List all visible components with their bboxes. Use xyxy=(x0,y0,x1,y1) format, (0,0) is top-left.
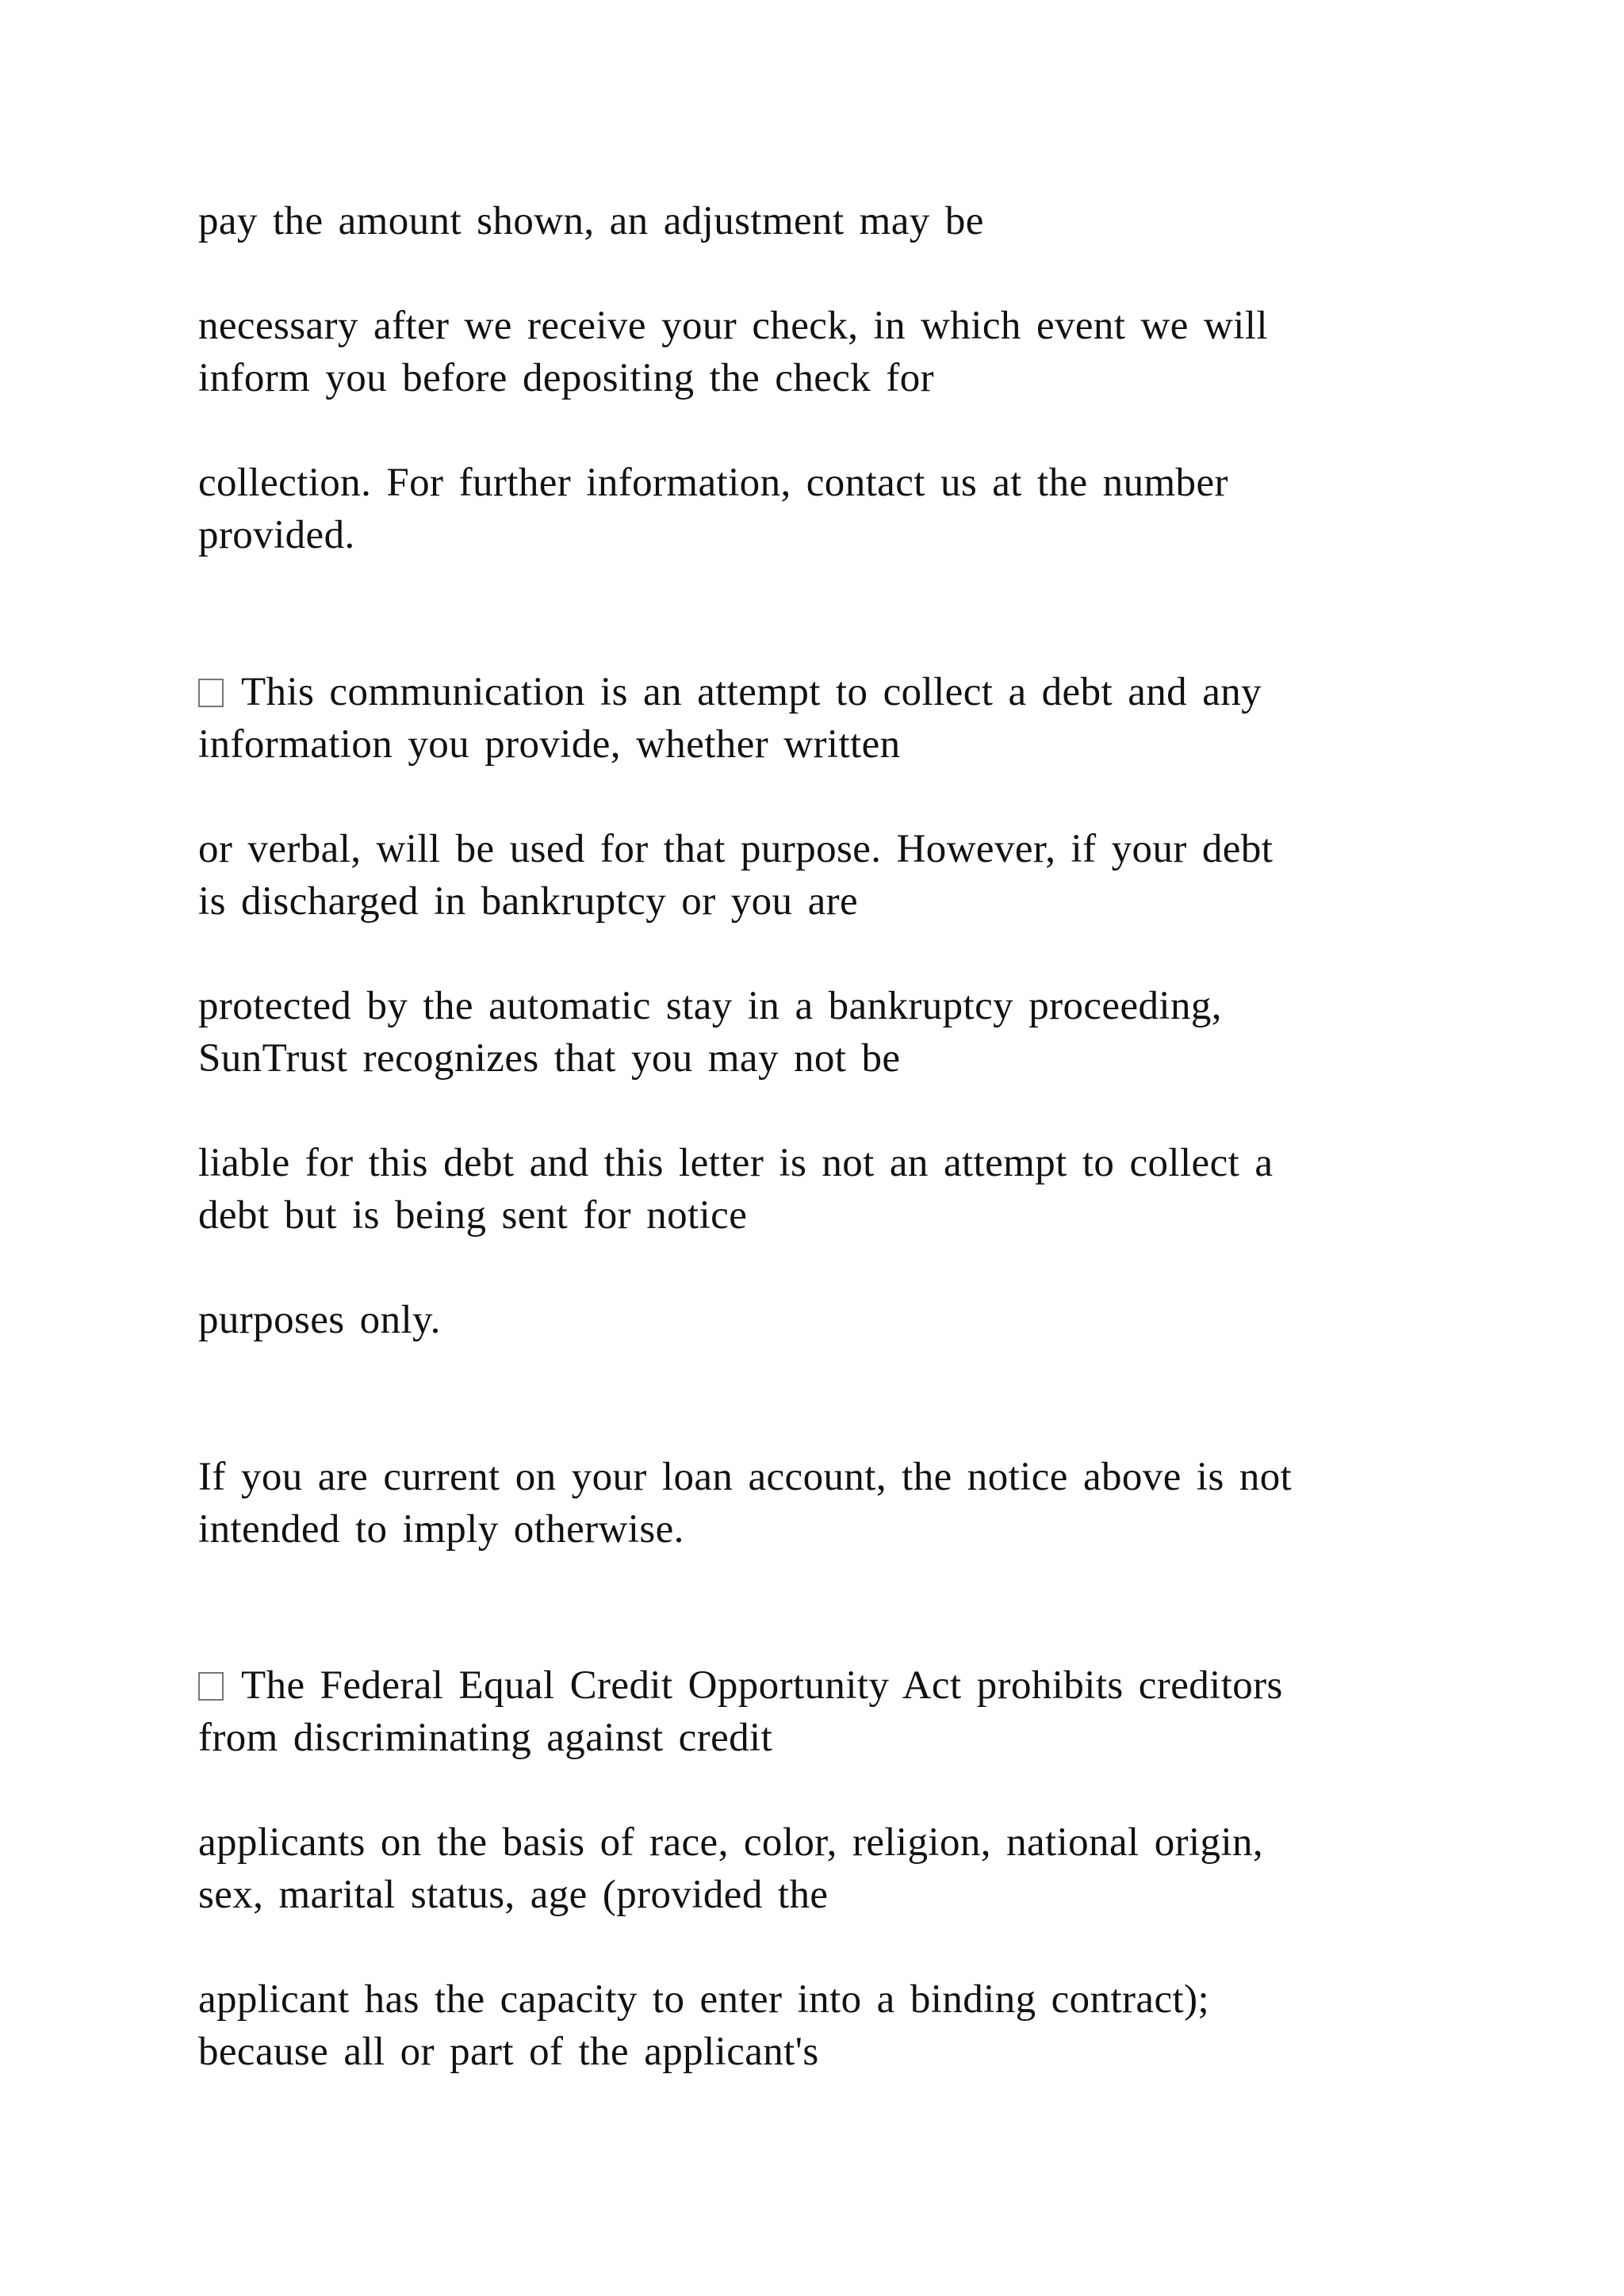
text-line: applicant has the capacity to enter into a binding contract); xyxy=(198,1977,1210,2022)
missing-glyph-bullet-icon xyxy=(198,1672,224,1701)
text-line: necessary after we receive your check, in which event we will xyxy=(198,304,1268,348)
text-line: sex, marital status, age (provided the xyxy=(198,1873,829,1917)
bullet-paragraph-line xyxy=(198,672,1262,713)
text-line: pay the amount shown, an adjustment may be xyxy=(198,199,984,243)
text-line: purposes only. xyxy=(198,1298,441,1342)
text-line: inform you before depositing the check for xyxy=(198,356,935,400)
text-line: from discriminating against credit xyxy=(198,1716,773,1760)
text-line: because all or part of the applicant's xyxy=(198,2030,819,2074)
text-line: SunTrust recognizes that you may not be xyxy=(198,1036,901,1081)
text-line: The Federal Equal Credit Opportunity Act prohibits creditors xyxy=(241,1663,1283,1708)
text-line: protected by the automatic stay in a bankruptcy proceeding, xyxy=(198,984,1222,1028)
text-line: debt but is being sent for notice xyxy=(198,1193,748,1238)
missing-glyph-bullet-icon xyxy=(198,679,224,707)
text-line: or verbal, will be used for that purpose. However, if your debt xyxy=(198,827,1274,871)
bullet-paragraph-line xyxy=(198,1663,1283,1708)
text-line: collection. For further information, contact us at the number xyxy=(198,461,1228,505)
text-line: provided. xyxy=(198,513,355,557)
text-line: information you provide, whether written xyxy=(198,722,901,767)
text-line: liable for this debt and this letter is not an attempt to collect a xyxy=(198,1141,1274,1185)
text-line: If you are current on your loan account, the notice above is not xyxy=(198,1455,1293,1499)
text-line: intended to imply otherwise. xyxy=(198,1507,684,1552)
text-line: is discharged in bankruptcy or you are xyxy=(198,879,859,924)
text-line: applicants on the basis of race, color, religion, national origin, xyxy=(198,1820,1264,1865)
text-line: This communication is an attempt to collect a debt and any xyxy=(241,670,1262,714)
